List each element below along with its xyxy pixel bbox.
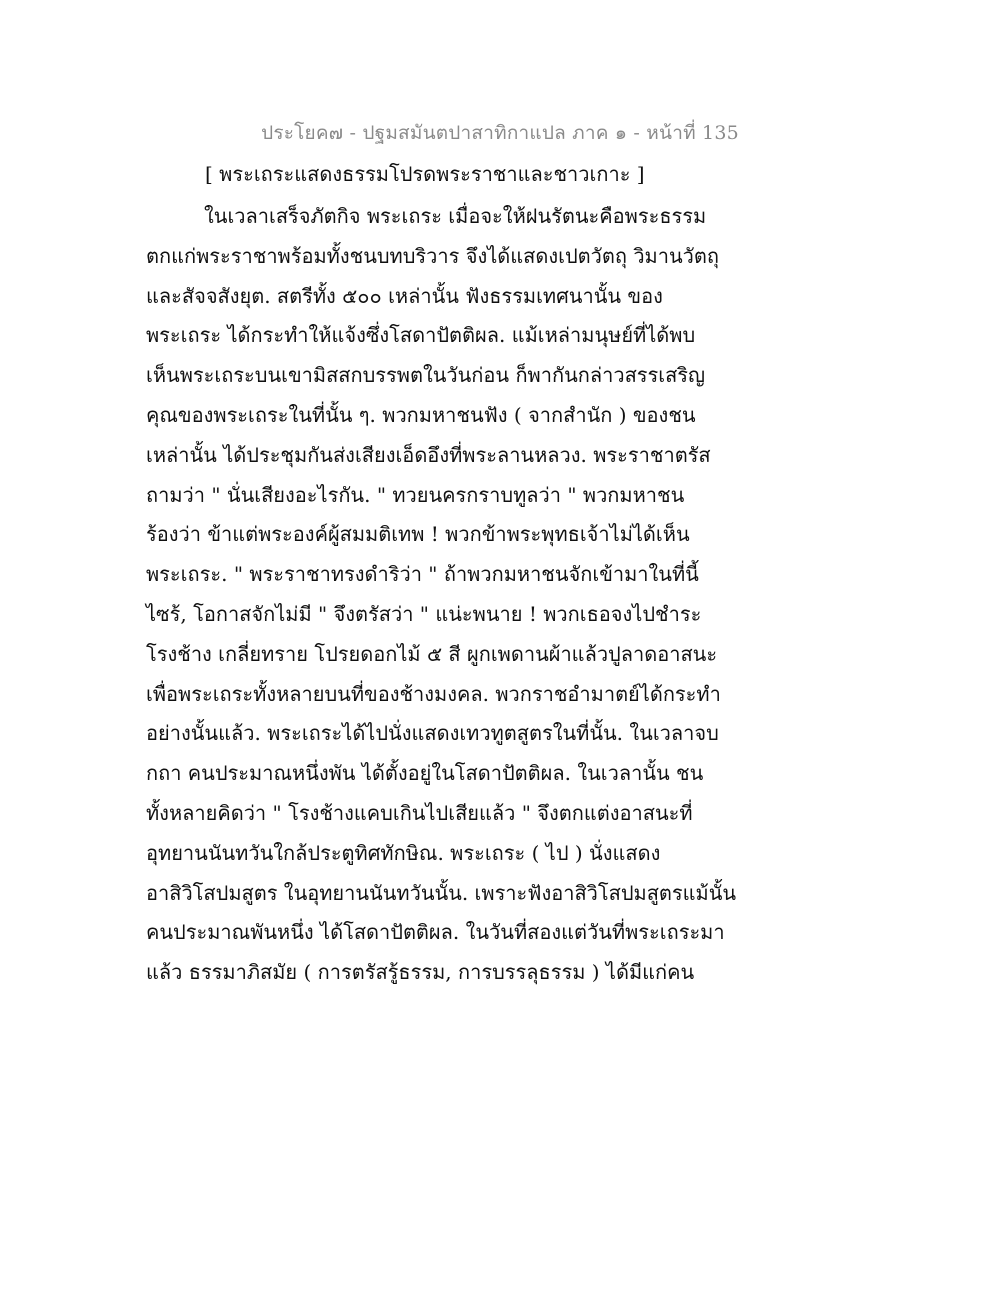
section-heading: [ พระเถระแสดงธรรมโปรดพระราชาและชาวเกาะ ] xyxy=(205,162,645,186)
text-line: และสัจจสังยุต. สตรีทั้ง ๕๐๐ เหล่านั้น ฟังธรรมเทศนานั้น ของ xyxy=(146,283,663,308)
text-line: คุณของพระเถระในที่นั้น ๆ. พวกมหาชนฟัง ( จากสำนัก ) ของชน xyxy=(146,402,696,427)
text-line: อย่างนั้นแล้ว. พระเถระได้ไปนั่งแสดงเทวทูตสูตรในที่นั้น. ในเวลาจบ xyxy=(146,721,719,746)
text-line: ในเวลาเสร็จภัตกิจ พระเถระ เมื่อจะให้ฝนรัตนะคือพระธรรม xyxy=(204,204,707,228)
body-text xyxy=(146,197,737,993)
text-line: เพื่อพระเถระทั้งหลายบนที่ของช้างมงคล. พวกราชอำมาตย์ได้กระทำ xyxy=(146,681,721,706)
text-line: โรงช้าง เกลี่ยทราย โปรยดอกไม้ ๕ สี ผูกเพดานผ้าแล้วปูลาดอาสนะ xyxy=(146,641,718,666)
text-line: ทั้งหลายคิดว่า " โรงช้างแคบเกินไปเสียแล้ว " จึงตกแต่งอาสนะที่ xyxy=(146,800,693,825)
text-line: แล้ว ธรรมาภิสมัย ( การตรัสรู้ธรรม, การบรรลุธรรม ) ได้มีแก่คน xyxy=(146,960,695,985)
text-line: อุทยานนันทวันใกล้ประตูทิศทักษิณ. พระเถระ ( ไป ) นั่งแสดง xyxy=(146,840,661,865)
text-line: คนประมาณพันหนึ่ง ได้โสดาปัตติผล. ในวันที่สองแต่วันที่พระเถระมา xyxy=(146,920,725,945)
text-line: เห็นพระเถระบนเขามิสสกบรรพตในวันก่อน ก็พากันกล่าวสรรเสริญ xyxy=(146,363,706,388)
text-line: พระเถระ. " พระราชาทรงดำริว่า " ถ้าพวกมหาชนจักเข้ามาในที่นี้ xyxy=(146,562,699,587)
text-line: ร้องว่า ข้าแต่พระองค์ผู้สมมติเทพ ! พวกข้าพระพุทธเจ้าไม่ได้เห็น xyxy=(146,522,690,547)
text-line: กถา คนประมาณหนึ่งพัน ได้ตั้งอยู่ในโสดาปัตติผล. ในเวลานั้น ชน xyxy=(146,761,704,786)
running-header: ประโยค๗ - ปฐมสมันตปาสาทิกาแปล ภาค ๑ - หน้าที่ 135 xyxy=(261,122,739,144)
text-line: ถามว่า " นั่นเสียงอะไรกัน. " ทวยนครกราบทูลว่า " พวกมหาชน xyxy=(146,482,685,507)
text-line: ตกแก่พระราชาพร้อมทั้งชนบทบริวาร จึงได้แสดงเปตวัตถุ วิมานวัตถุ xyxy=(146,243,719,268)
text-line: อาสิวิโสปมสูตร ในอุทยานนันทวันนั้น. เพราะฟังอาสิวิโสปมสูตรแม้นั้น xyxy=(146,880,737,905)
text-line: พระเถระ ได้กระทำให้แจ้งซึ่งโสดาปัตติผล. แม้เหล่ามนุษย์ที่ได้พบ xyxy=(146,323,696,348)
text-line: ไซร้, โอกาสจักไม่มี " จึงตรัสว่า " แน่ะพนาย ! พวกเธอจงไปชำระ xyxy=(146,601,702,626)
text-line: เหล่านั้น ได้ประชุมกันส่งเสียงเอ็ดอึงที่พระลานหลวง. พระราชาตรัส xyxy=(146,442,711,467)
